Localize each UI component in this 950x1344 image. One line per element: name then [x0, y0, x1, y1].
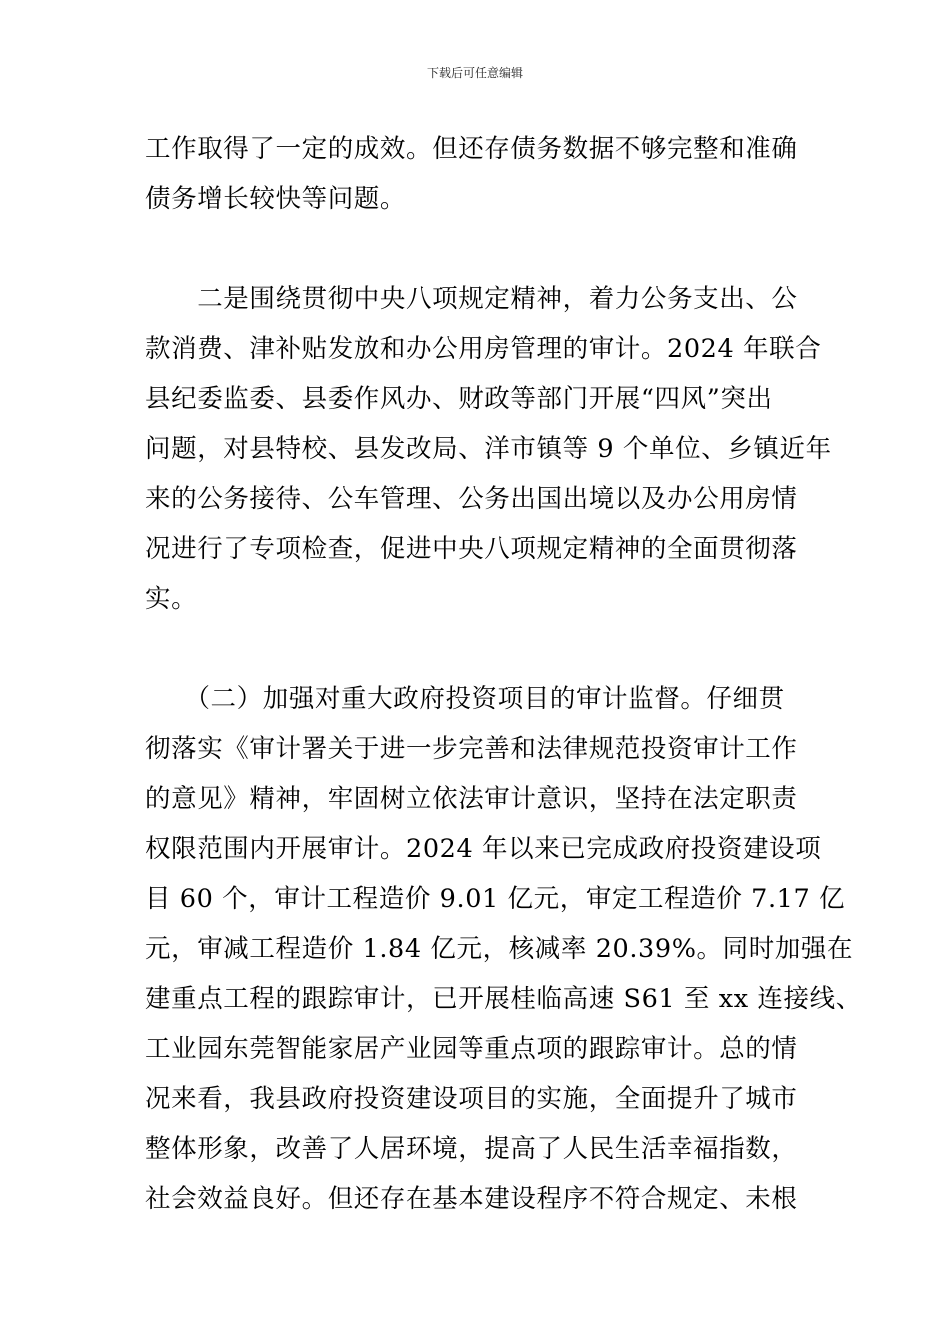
paragraph-2	[145, 274, 832, 624]
text-line: 款消费、津补贴发放和办公用房管理的审计。2024 年联合	[145, 334, 822, 364]
document-body	[145, 124, 862, 1224]
text-line: 整体形象，改善了人居环境，提高了人民生活幸福指数，	[145, 1134, 798, 1164]
paragraph-3	[145, 674, 862, 1224]
text-line: 社会效益良好。但还存在基本建设程序不符合规定、未根	[145, 1184, 798, 1214]
text-line: 债务增长较快等问题。	[145, 184, 407, 214]
page-header: 下载后可任意编辑	[426, 66, 523, 80]
text-line: 二是围绕贯彻中央八项规定精神，着力公务支出、公	[145, 284, 798, 314]
text-line: 目 60 个，审计工程造价 9.01 亿元，审定工程造价 7.17 亿	[145, 884, 846, 914]
text-line: 况来看，我县政府投资建设项目的实施，全面提升了城市	[145, 1084, 798, 1114]
paragraph-gap	[145, 224, 825, 274]
text-line: 工作取得了一定的成效。但还存债务数据不够完整和准确	[145, 134, 798, 164]
text-line: （二）加强对重大政府投资项目的审计监督。仔细贯	[145, 684, 785, 714]
text-line: 元，审减工程造价 1.84 亿元，核减率 20.39%。同时加强在	[145, 934, 854, 964]
text-line: 的意见》精神，牢固树立依法审计意识，坚持在法定职责	[145, 784, 798, 814]
text-line: 建重点工程的跟踪审计，已开展桂临高速 S61 至 xx 连接线、	[145, 984, 862, 1014]
text-line: 况进行了专项检查，促进中央八项规定精神的全面贯彻落	[145, 534, 798, 564]
text-line: 权限范围内开展审计。2024 年以来已完成政府投资建设项	[145, 834, 822, 864]
text-line: 来的公务接待、公车管理、公务出国出境以及办公用房情	[145, 484, 798, 514]
text-line: 实。	[145, 584, 198, 614]
text-line: 问题，对县特校、县发改局、洋市镇等 9 个单位、乡镇近年	[145, 434, 832, 464]
paragraph-gap	[145, 624, 825, 674]
text-line: 彻落实《审计署关于进一步完善和法律规范投资审计工作	[145, 734, 798, 764]
paragraph-1	[145, 124, 825, 224]
text-line: 县纪委监委、县委作风办、财政等部门开展“四风”突出	[145, 384, 773, 414]
text-line: 工业园东莞智能家居产业园等重点项的跟踪审计。总的情	[145, 1034, 798, 1064]
